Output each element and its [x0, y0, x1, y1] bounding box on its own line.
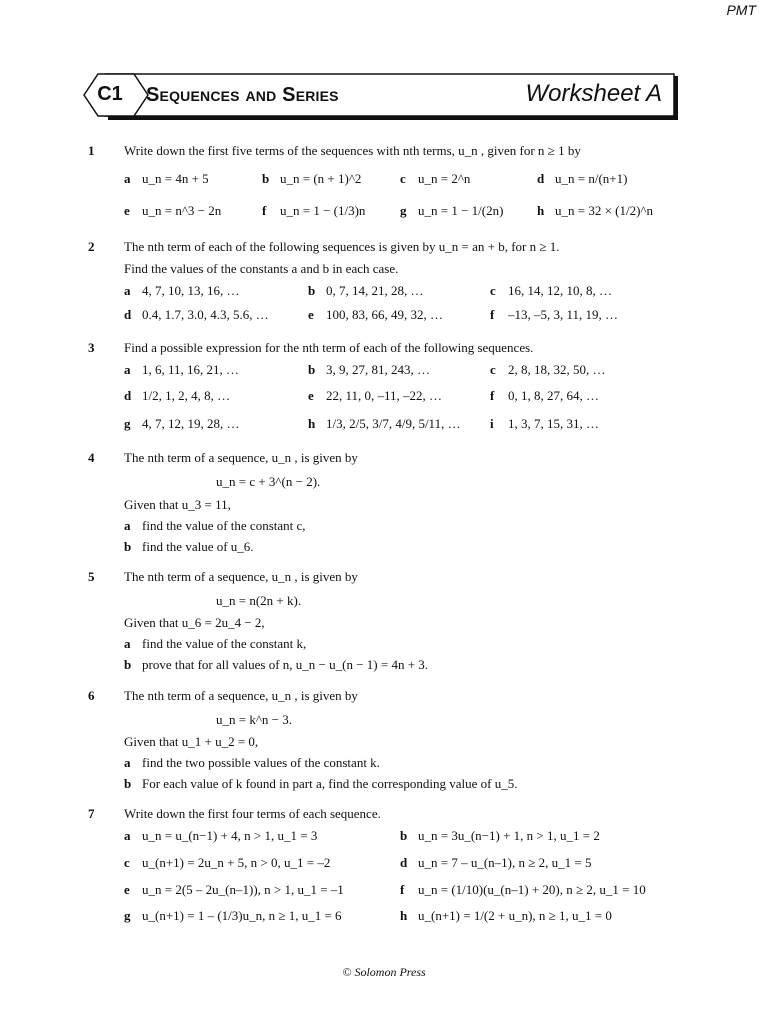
part-3g: [124, 416, 240, 432]
part-expr: u_n = 3u_(n−1) + 1, n > 1, u_1 = 2: [418, 828, 600, 843]
part-7a: [124, 828, 317, 844]
part-label: d: [400, 855, 408, 870]
part-label: f: [400, 882, 405, 897]
part-7e: [124, 882, 344, 898]
part-label: g: [124, 416, 131, 431]
part-1g: [400, 203, 503, 219]
part-label: a: [124, 362, 131, 377]
part-1e: [124, 203, 221, 219]
part-4a: [124, 518, 306, 534]
part-label: b: [308, 362, 316, 377]
part-text: 1, 3, 7, 15, 31, …: [508, 416, 599, 431]
part-text: 4, 7, 10, 13, 16, …: [142, 283, 240, 298]
part-6a: [124, 755, 380, 771]
part-text: 22, 11, 0, –11, –22, …: [326, 388, 443, 403]
part-2c: [490, 283, 612, 299]
question-number: 2: [88, 239, 95, 254]
part-3a: [124, 362, 239, 378]
part-text: 3, 9, 27, 81, 243, …: [326, 362, 430, 377]
part-expr: u_n = 7 – u_(n–1), n ≥ 2, u_1 = 5: [418, 855, 592, 870]
part-text: find the value of the constant c,: [142, 518, 306, 533]
question-text-2: Find the values of the constants a and b in each case.: [124, 261, 399, 276]
part-2d: [124, 307, 269, 323]
part-expr: u_n = u_(n−1) + 4, n > 1, u_1 = 3: [142, 828, 318, 843]
part-label: b: [124, 776, 132, 791]
part-expr: u_n = n/(n+1): [555, 171, 628, 186]
part-label: c: [124, 855, 130, 870]
part-expr: u_n = (1/10)(u_(n–1) + 20), n ≥ 2, u_1 = 10: [418, 882, 646, 897]
part-text: 1/3, 2/5, 3/7, 4/9, 5/11, …: [326, 416, 461, 431]
part-label: i: [490, 416, 494, 431]
part-label: h: [308, 416, 316, 431]
question-text: The nth term of a sequence, u_n , is given by: [124, 450, 358, 465]
part-text: 4, 7, 12, 19, 28, …: [142, 416, 240, 431]
part-text: find the value of the constant k,: [142, 636, 307, 651]
part-expr: u_(n+1) = 2u_n + 5, n > 0, u_1 = –2: [142, 855, 331, 870]
question-text: The nth term of a sequence, u_n , is given by: [124, 688, 358, 703]
part-label: b: [124, 657, 132, 672]
part-label: a: [124, 636, 131, 651]
part-expr: u_(n+1) = 1/(2 + u_n), n ≥ 1, u_1 = 0: [418, 908, 612, 923]
part-label: b: [308, 283, 316, 298]
part-label: d: [124, 388, 132, 403]
part-label: h: [537, 203, 545, 218]
part-label: e: [308, 388, 314, 403]
question-number: 1: [88, 143, 95, 158]
question-text: The nth term of a sequence, u_n , is given by: [124, 569, 358, 584]
question-text: Write down the first five terms of the sequences with nth terms, u_n , given for n ≥ 1 by: [124, 143, 581, 158]
part-label: b: [400, 828, 408, 843]
part-expr: u_n = 1 − 1/(2n): [418, 203, 504, 218]
part-label: h: [400, 908, 408, 923]
part-text: 100, 83, 66, 49, 32, …: [326, 307, 443, 322]
part-7d: [400, 855, 591, 871]
part-text: 1/2, 1, 2, 4, 8, …: [142, 388, 231, 403]
question-text: Find a possible expression for the nth term of each of the following sequences.: [124, 340, 534, 355]
part-label: e: [124, 203, 130, 218]
question-text: The nth term of each of the following sequences is given by u_n = an + b, for n ≥ 1.: [124, 239, 560, 254]
part-text: 16, 14, 12, 10, 8, …: [508, 283, 612, 298]
part-1h: [537, 203, 653, 219]
part-3f: [490, 388, 599, 404]
part-label: a: [124, 518, 131, 533]
part-text: 0, 1, 8, 27, 64, …: [508, 388, 599, 403]
part-5b: [124, 657, 428, 673]
part-text: find the value of u_6.: [142, 539, 254, 554]
part-1f: [262, 203, 365, 219]
question-number: 6: [88, 688, 95, 703]
part-1c: [400, 171, 470, 187]
part-label: e: [124, 882, 130, 897]
question-text: Write down the first four terms of each sequence.: [124, 806, 381, 821]
page-title: Sequences and Series: [146, 84, 339, 106]
given-text: Given that u_1 + u_2 = 0,: [124, 734, 259, 749]
part-2b: [308, 283, 424, 299]
given-text: Given that u_3 = 11,: [124, 497, 231, 512]
part-2f: [490, 307, 618, 323]
part-label: g: [400, 203, 407, 218]
equation: u_n = c + 3^(n − 2).: [216, 474, 321, 489]
part-expr: u_n = 32 × (1/2)^n: [555, 203, 654, 218]
part-5a: [124, 636, 306, 652]
part-label: f: [490, 307, 495, 322]
question-number: 3: [88, 340, 95, 355]
part-expr: u_n = 4n + 5: [142, 171, 209, 186]
part-2a: [124, 283, 240, 299]
part-3h: [308, 416, 461, 432]
equation: u_n = n(2n + k).: [216, 593, 302, 608]
part-text: For each value of k found in part a, find the corresponding value of u_5.: [142, 776, 518, 791]
part-label: b: [262, 171, 270, 186]
part-7b: [400, 828, 600, 844]
part-expr: u_(n+1) = 1 – (1/3)u_n, n ≥ 1, u_1 = 6: [142, 908, 342, 923]
part-label: f: [490, 388, 495, 403]
part-6b: [124, 776, 517, 792]
part-label: c: [490, 283, 496, 298]
part-text: 0, 7, 14, 21, 28, …: [326, 283, 424, 298]
part-expr: u_n = 2(5 – 2u_(n–1)), n > 1, u_1 = –1: [142, 882, 344, 897]
part-text: 0.4, 1.7, 3.0, 4.3, 5.6, …: [142, 307, 269, 322]
part-label: e: [308, 307, 314, 322]
part-3d: [124, 388, 230, 404]
part-7f: [400, 882, 646, 898]
part-label: g: [124, 908, 131, 923]
part-3b: [308, 362, 430, 378]
part-7c: [124, 855, 330, 871]
part-3i: [490, 416, 599, 432]
worksheet-label: Worksheet A: [525, 80, 662, 107]
part-text: 1, 6, 11, 16, 21, …: [142, 362, 240, 377]
part-expr: u_n = 2^n: [418, 171, 471, 186]
part-1d: [537, 171, 627, 187]
part-expr: u_n = 1 − (1/3)n: [280, 203, 366, 218]
part-7h: [400, 908, 612, 924]
part-3c: [490, 362, 606, 378]
part-2e: [308, 307, 443, 323]
part-4b: [124, 539, 254, 555]
part-expr: u_n = n^3 − 2n: [142, 203, 222, 218]
part-label: c: [400, 171, 406, 186]
part-label: a: [124, 283, 131, 298]
part-text: find the two possible values of the constant k.: [142, 755, 380, 770]
part-label: d: [124, 307, 132, 322]
corner-label: PMT: [726, 2, 756, 18]
equation: u_n = k^n − 3.: [216, 712, 293, 727]
question-number: 4: [88, 450, 95, 465]
part-label: c: [490, 362, 496, 377]
worksheet-header: [70, 72, 680, 122]
given-text: Given that u_6 = 2u_4 − 2,: [124, 615, 265, 630]
part-expr: u_n = (n + 1)^2: [280, 171, 362, 186]
question-number: 7: [88, 806, 95, 821]
part-text: –13, –5, 3, 11, 19, …: [508, 307, 619, 322]
part-1b: [262, 171, 361, 187]
course-code: C1: [97, 83, 123, 105]
part-1a: [124, 171, 209, 187]
footer-copyright: © Solomon Press: [342, 965, 426, 979]
part-7g: [124, 908, 342, 924]
part-3e: [308, 388, 442, 404]
part-label: a: [124, 171, 131, 186]
part-label: d: [537, 171, 545, 186]
part-label: a: [124, 828, 131, 843]
part-text: 2, 8, 18, 32, 50, …: [508, 362, 606, 377]
question-number: 5: [88, 569, 95, 584]
part-label: a: [124, 755, 131, 770]
part-label: b: [124, 539, 132, 554]
part-label: f: [262, 203, 267, 218]
part-text: prove that for all values of n, u_n − u_(n − 1) = 4n + 3.: [142, 657, 429, 672]
